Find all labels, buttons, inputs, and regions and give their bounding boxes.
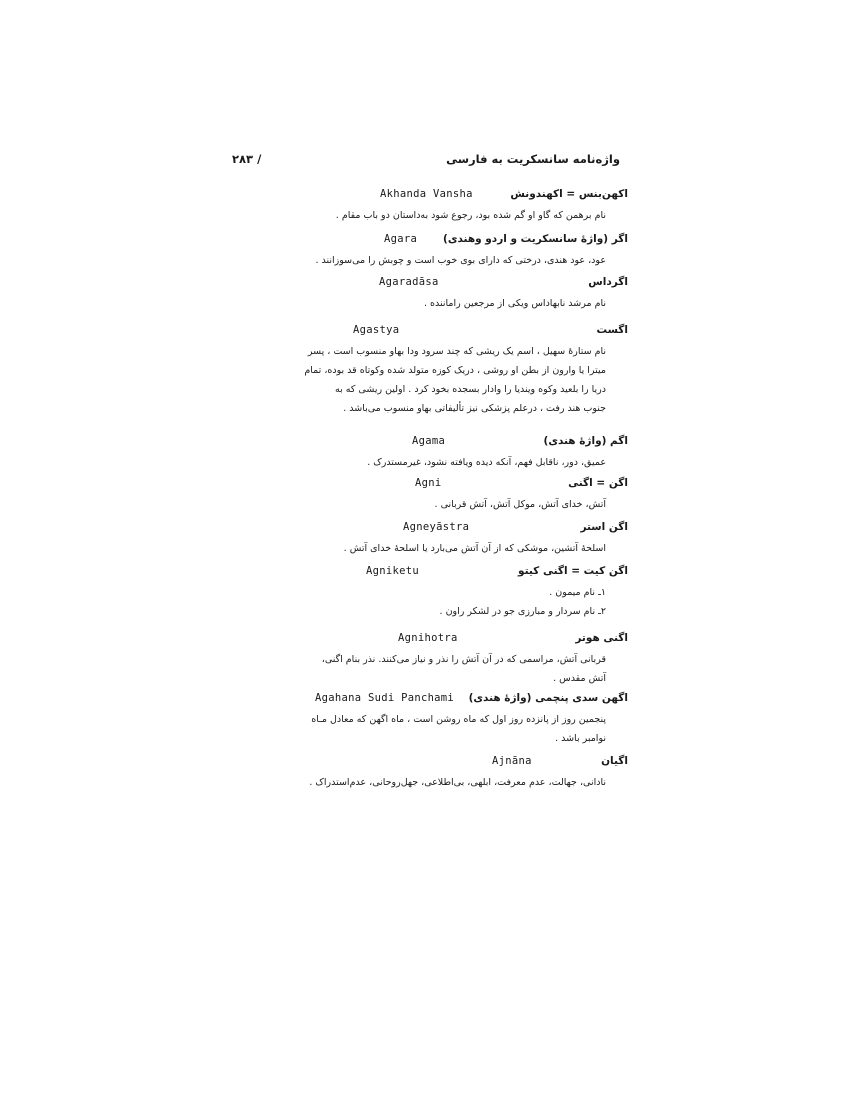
entry-heading: [232, 322, 628, 342]
definition-line: جنوب هند رفت ، درعلم پزشکی نیز تألیفاتی بهاو منسوب می‌باشد .: [343, 403, 606, 414]
definition-line: میترا یا وارون از بطن او روشی ، دریک کوزه متولد شده وکوتاه قد بوده، تمام: [304, 365, 606, 376]
entry-definition: [232, 294, 606, 313]
definition-line: نام مرشد نابهاداس ویکی از مرجعین راماننده .: [424, 298, 606, 309]
entry-definition: [232, 650, 606, 688]
entry-definition: [232, 539, 606, 558]
definition-line: نام برهمن که گاو او گم شده بود، رجوع شود به‌داستان دو باب مقام .: [335, 210, 606, 221]
entry-headword-persian: اگهن سدی پنچمی (واژهٔ هندی): [468, 692, 628, 704]
definition-line: دریا را بلعید وکوه ویندیا را وادار بسجده بخود کرد . اولین ریشی که به: [335, 384, 606, 395]
entry-headword-latin: Agneyāstra: [403, 521, 470, 533]
entry-headword-latin: Agaradāsa: [379, 276, 439, 288]
entry-definition: [232, 206, 606, 225]
definition-line: اسلحهٔ آتشین، موشکی که از آن آتش می‌بارد یا اسلحهٔ خدای آتش .: [343, 543, 606, 554]
dictionary-entry: [232, 322, 628, 418]
dictionary-entry: [232, 630, 628, 688]
entry-definition: [232, 453, 606, 472]
definition-line: نادانی، جهالت، عدم معرفت، ابلهی، بی‌اطلاعی، جهل‌روحانی، عدم‌استدراک .: [309, 777, 606, 788]
entry-heading: [232, 186, 628, 206]
entry-headword-persian: اگم (واژهٔ هندی): [543, 435, 628, 447]
entry-headword-latin: Agahana Sudi Panchami: [315, 692, 455, 704]
entry-headword-latin: Agara: [384, 233, 418, 245]
definition-line: ۱ـ نام میمون .: [549, 587, 606, 598]
entry-definition: [232, 773, 606, 792]
entry-heading: [232, 630, 628, 650]
entry-headword-persian: اگیان: [601, 755, 628, 767]
entry-headword-persian: اگرداس: [588, 276, 628, 288]
dictionary-entry: [232, 563, 628, 621]
entry-headword-persian: اگر (واژهٔ سانسکریت و اردو وهندی): [443, 233, 628, 245]
definition-line: ۲ـ نام سردار و مبارزی جو در لشکر راون .: [439, 606, 606, 617]
entry-headword-persian: اگن کیت = اگنی کیتو: [518, 565, 628, 577]
entry-headword-latin: Agama: [412, 435, 446, 447]
entry-definition: [232, 251, 606, 270]
entry-heading: [232, 433, 628, 453]
header-title: واژه‌نامه سانسکریت به فارسی: [446, 152, 620, 166]
dictionary-entry: [232, 519, 628, 558]
entry-heading: [232, 690, 628, 710]
entry-heading: [232, 519, 628, 539]
page-number: ۲۸۳: [232, 152, 254, 166]
entry-headword-latin: Ajnāna: [492, 755, 532, 767]
entry-heading: [232, 563, 628, 583]
definition-line: عود، عود هندی، درختی که دارای بوی خوب است و چوبش را می‌سوزانند .: [315, 255, 606, 266]
entry-heading: [232, 753, 628, 773]
definition-line: عمیق، دور، ناقابل فهم، آنکه دیده ویافته نشود، غیرمستدرک .: [367, 457, 606, 468]
entry-headword-latin: Agnihotra: [398, 632, 458, 644]
entry-definition: [232, 710, 606, 748]
definition-line: آتش، خدای آتش، موکل آتش، آتش قربانی .: [434, 499, 606, 510]
dictionary-entry: [232, 433, 628, 472]
definition-line: نام ستارهٔ سهیل ، اسم یک ریشی که چند سرود ودا بهاو منسوب است ، پسر: [307, 346, 606, 357]
running-header: [232, 150, 620, 172]
definition-line: پنجمین روز از پانزده روز اول که ماه روشن است ، ماه اگهن که معادل مـاه: [311, 714, 606, 725]
dictionary-entry: [232, 475, 628, 514]
entry-definition: [232, 342, 606, 418]
dictionary-entry: [232, 231, 628, 270]
page-number-group: [232, 152, 261, 166]
entry-definition: [232, 495, 606, 514]
dictionary-entry: [232, 186, 628, 225]
entry-headword-persian: اگست: [596, 324, 628, 336]
entry-headword-latin: Agni: [415, 477, 442, 489]
entry-headword-latin: Akhanda Vansha: [380, 188, 473, 200]
entry-heading: [232, 274, 628, 294]
entry-headword-persian: اگن استر: [580, 521, 628, 533]
entry-headword-latin: Agniketu: [366, 565, 419, 577]
entry-heading: [232, 231, 628, 251]
dictionary-entry: [232, 274, 628, 313]
definition-line: آتش مقدس .: [553, 673, 606, 684]
dictionary-entry: [232, 753, 628, 792]
dictionary-entry: [232, 690, 628, 748]
header-separator: /: [257, 152, 262, 166]
entry-headword-persian: اکهن‌بنس = اکهند‌ونش: [510, 188, 628, 200]
entry-heading: [232, 475, 628, 495]
entry-headword-persian: اگن = اگنی: [568, 477, 628, 489]
definition-line: قربانی آتش، مراسمی که در آن آتش را نذر و نیاز می‌کنند. نذر بنام اگنی،: [321, 654, 606, 665]
definition-line: نوامبر باشد .: [555, 733, 606, 744]
entry-headword-latin: Agastya: [353, 324, 400, 336]
entry-headword-persian: اگنی هوتر: [575, 632, 628, 644]
entry-definition: [232, 583, 606, 621]
